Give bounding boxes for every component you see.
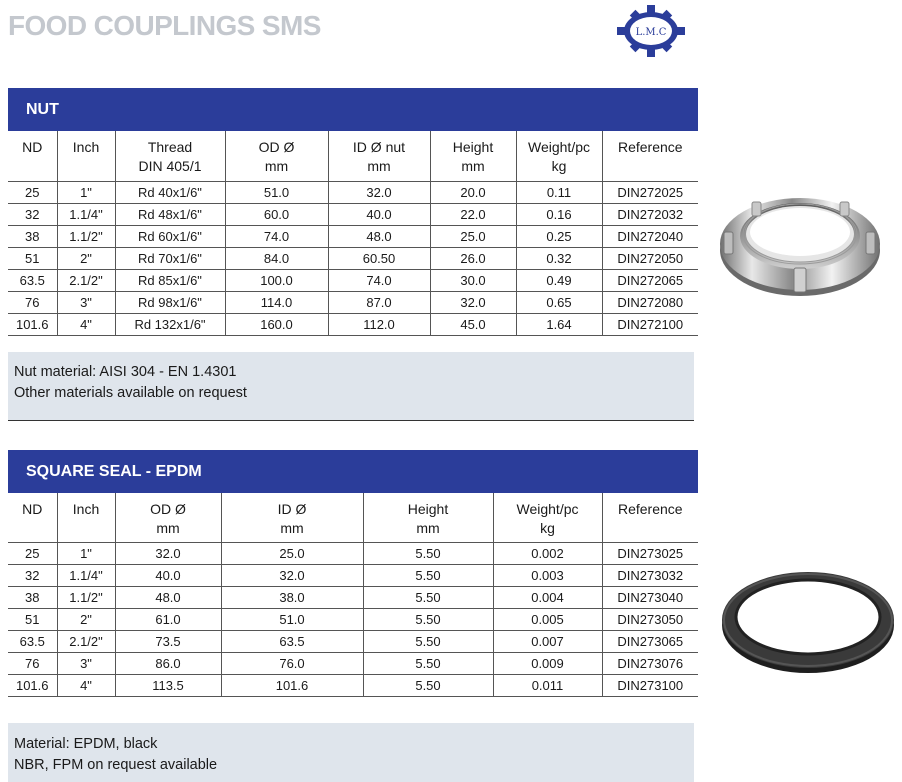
nut-column-header (8, 131, 57, 181)
nut-table-cell: 112.0 (328, 313, 430, 335)
seal-table-cell: 5.50 (363, 630, 493, 652)
nut-table-row (8, 313, 698, 335)
seal-table-cell: 2.1/2" (57, 630, 115, 652)
seal-product-image (718, 565, 898, 675)
nut-table-cell: 0.65 (516, 291, 602, 313)
nut-table-cell: 48.0 (328, 225, 430, 247)
nut-table-cell: DIN272025 (602, 181, 698, 203)
nut-column-header (602, 131, 698, 181)
nut-table-cell: DIN272032 (602, 203, 698, 225)
seal-table-cell: 5.50 (363, 564, 493, 586)
seal-table-cell: 5.50 (363, 608, 493, 630)
seal-table-cell: 1" (57, 542, 115, 564)
nut-table-cell: 38 (8, 225, 57, 247)
seal-table-cell: 0.009 (493, 652, 602, 674)
seal-column-header-line: OD Ø (150, 501, 186, 517)
seal-column-header-line: Reference (617, 501, 683, 517)
nut-column-header (115, 131, 225, 181)
nut-table-cell: DIN272050 (602, 247, 698, 269)
seal-table-cell: 5.50 (363, 586, 493, 608)
nut-table-cell: 51 (8, 247, 57, 269)
nut-table-cell: 74.0 (328, 269, 430, 291)
seal-table-cell: 101.6 (221, 674, 363, 696)
nut-table-cell: 32.0 (328, 181, 430, 203)
lmc-logo (615, 4, 687, 58)
seal-section-header: SQUARE SEAL - EPDM (8, 450, 698, 493)
seal-table-cell: 76.0 (221, 652, 363, 674)
seal-table-cell: 40.0 (115, 564, 221, 586)
page-title: FOOD COUPLINGS SMS (8, 10, 321, 41)
nut-column-header-line: mm (264, 158, 289, 174)
seal-table-cell: DIN273050 (602, 608, 698, 630)
nut-column-header (516, 131, 602, 181)
seal-table-cell: DIN273032 (602, 564, 698, 586)
seal-table-cell: 25.0 (221, 542, 363, 564)
nut-note-line: Other materials available on request (14, 385, 247, 401)
seal-table-cell: 0.003 (493, 564, 602, 586)
seal-table-cell: 38 (8, 586, 57, 608)
nut-note-line: Nut material: AISI 304 - EN 1.4301 (14, 364, 237, 380)
nut-column-header-line: ID Ø nut (352, 139, 406, 155)
nut-table-cell: 114.0 (225, 291, 328, 313)
seal-column-header-line: mm (416, 520, 440, 536)
nut-column-header-line: Weight/pc (528, 139, 590, 155)
nut-table-cell: Rd 70x1/6" (115, 247, 225, 269)
seal-table-cell: 76 (8, 652, 57, 674)
seal-column-header-line: Inch (72, 501, 100, 517)
seal-column-header-line: Weight/pc (516, 501, 579, 517)
nut-column-header-line: mm (461, 158, 485, 174)
nut-table-cell: 0.25 (516, 225, 602, 247)
seal-table-cell: 32 (8, 564, 57, 586)
seal-table-cell: 2" (57, 608, 115, 630)
nut-table-cell: 160.0 (225, 313, 328, 335)
nut-table-cell: 60.0 (225, 203, 328, 225)
seal-table-cell: 1.1/2" (57, 586, 115, 608)
nut-table-cell: 87.0 (328, 291, 430, 313)
seal-column-header (115, 493, 221, 542)
nut-table-cell: 63.5 (8, 269, 57, 291)
nut-table-cell: Rd 60x1/6" (115, 225, 225, 247)
nut-table-cell: DIN272080 (602, 291, 698, 313)
seal-table-cell: 61.0 (115, 608, 221, 630)
seal-note-line: Material: EPDM, black (14, 736, 158, 752)
nut-column-header (328, 131, 430, 181)
nut-column-header-line: OD Ø (258, 139, 295, 155)
nut-column-header-line: Thread (147, 139, 193, 155)
seal-table-cell: 51 (8, 608, 57, 630)
seal-table-cell: 3" (57, 652, 115, 674)
seal-table-cell: 51.0 (221, 608, 363, 630)
nut-table-cell: 0.32 (516, 247, 602, 269)
seal-table-cell: DIN273065 (602, 630, 698, 652)
seal-column-header-line: Height (407, 501, 449, 517)
seal-table-cell: 0.004 (493, 586, 602, 608)
seal-table-cell: 48.0 (115, 586, 221, 608)
seal-table-cell: 1.1/4" (57, 564, 115, 586)
seal-table-row (8, 652, 698, 674)
seal-table-cell: 63.5 (221, 630, 363, 652)
nut-table-cell: 32 (8, 203, 57, 225)
seal-column-header-line: ND (22, 501, 43, 517)
nut-table-cell: DIN272100 (602, 313, 698, 335)
seal-table-cell: 32.0 (115, 542, 221, 564)
nut-table-row (8, 269, 698, 291)
seal-table-cell: 86.0 (115, 652, 221, 674)
nut-table-row (8, 291, 698, 313)
nut-table-cell: Rd 48x1/6" (115, 203, 225, 225)
seal-table-cell: 38.0 (221, 586, 363, 608)
seal-table-cell: 5.50 (363, 652, 493, 674)
nut-table-cell: 84.0 (225, 247, 328, 269)
seal-table-cell: 63.5 (8, 630, 57, 652)
seal-column-header (602, 493, 698, 542)
nut-table-cell: 30.0 (430, 269, 516, 291)
seal-table-row (8, 608, 698, 630)
nut-table-cell: 20.0 (430, 181, 516, 203)
nut-table-cell: 32.0 (430, 291, 516, 313)
seal-table-cell: 32.0 (221, 564, 363, 586)
seal-table-row (8, 674, 698, 696)
seal-table-cell: 0.011 (493, 674, 602, 696)
nut-material-note (8, 352, 694, 421)
seal-column-header-line: ID Ø (277, 501, 307, 517)
nut-column-header-line: Height (452, 139, 494, 155)
seal-table-cell: 101.6 (8, 674, 57, 696)
nut-table (8, 131, 698, 336)
nut-column-header-line: Inch (72, 139, 100, 155)
nut-table-cell: 45.0 (430, 313, 516, 335)
seal-table-cell: DIN273076 (602, 652, 698, 674)
seal-column-header (493, 493, 602, 542)
seal-note-line: NBR, FPM on request available (14, 757, 218, 773)
nut-table-cell: 60.50 (328, 247, 430, 269)
seal-table-row (8, 542, 698, 564)
seal-table (8, 493, 698, 697)
seal-column-header-line: mm (156, 520, 180, 536)
nut-table-cell: 0.49 (516, 269, 602, 291)
seal-table-cell: DIN273100 (602, 674, 698, 696)
seal-table-row (8, 630, 698, 652)
nut-column-header (225, 131, 328, 181)
nut-table-row (8, 181, 698, 203)
nut-column-header-line: mm (367, 158, 391, 174)
nut-table-cell: 1" (57, 181, 115, 203)
seal-column-header (8, 493, 57, 542)
nut-table-cell: 1.64 (516, 313, 602, 335)
nut-column-header-line: DIN 405/1 (138, 158, 202, 174)
nut-table-row (8, 225, 698, 247)
nut-table-cell: 2" (57, 247, 115, 269)
seal-table-cell: 5.50 (363, 542, 493, 564)
seal-table-cell: 0.002 (493, 542, 602, 564)
seal-table-cell: 0.005 (493, 608, 602, 630)
seal-material-note (8, 723, 694, 782)
nut-table-cell: 1.1/4" (57, 203, 115, 225)
nut-column-header (430, 131, 516, 181)
nut-table-cell: Rd 85x1/6" (115, 269, 225, 291)
nut-table-cell: 76 (8, 291, 57, 313)
seal-column-header (221, 493, 363, 542)
seal-table-cell: 25 (8, 542, 57, 564)
nut-table-row (8, 247, 698, 269)
nut-table-cell: 74.0 (225, 225, 328, 247)
nut-table-cell: 101.6 (8, 313, 57, 335)
nut-table-cell: 1.1/2" (57, 225, 115, 247)
nut-table-cell: 25 (8, 181, 57, 203)
nut-table-cell: DIN272065 (602, 269, 698, 291)
seal-table-cell: 73.5 (115, 630, 221, 652)
nut-column-header (57, 131, 115, 181)
seal-table-cell: 4" (57, 674, 115, 696)
nut-column-header-line: Reference (617, 139, 683, 155)
nut-table-cell: 3" (57, 291, 115, 313)
nut-table-cell: 51.0 (225, 181, 328, 203)
nut-table-cell: Rd 40x1/6" (115, 181, 225, 203)
nut-product-image (712, 188, 892, 300)
nut-table-cell: 25.0 (430, 225, 516, 247)
nut-table-cell: 0.16 (516, 203, 602, 225)
seal-column-header-line: kg (540, 520, 555, 536)
svg-text:L.M.C: L.M.C (635, 27, 667, 38)
seal-table-cell: 0.007 (493, 630, 602, 652)
seal-column-header (57, 493, 115, 542)
nut-column-header-line: kg (551, 158, 567, 174)
nut-table-cell: DIN272040 (602, 225, 698, 247)
seal-column-header (363, 493, 493, 542)
seal-column-header-line: mm (280, 520, 304, 536)
nut-table-cell: 2.1/2" (57, 269, 115, 291)
seal-table-cell: 113.5 (115, 674, 221, 696)
nut-table-cell: Rd 132x1/6" (115, 313, 225, 335)
nut-table-row (8, 203, 698, 225)
nut-column-header-line: ND (22, 139, 43, 155)
nut-section-header: NUT (8, 88, 698, 131)
seal-table-cell: 5.50 (363, 674, 493, 696)
nut-table-cell: Rd 98x1/6" (115, 291, 225, 313)
nut-table-cell: 4" (57, 313, 115, 335)
nut-table-cell: 100.0 (225, 269, 328, 291)
nut-table-cell: 40.0 (328, 203, 430, 225)
nut-table-cell: 22.0 (430, 203, 516, 225)
nut-table-cell: 26.0 (430, 247, 516, 269)
seal-table-row (8, 586, 698, 608)
seal-table-row (8, 564, 698, 586)
seal-table-cell: DIN273025 (602, 542, 698, 564)
seal-table-cell: DIN273040 (602, 586, 698, 608)
nut-table-cell: 0.11 (516, 181, 602, 203)
